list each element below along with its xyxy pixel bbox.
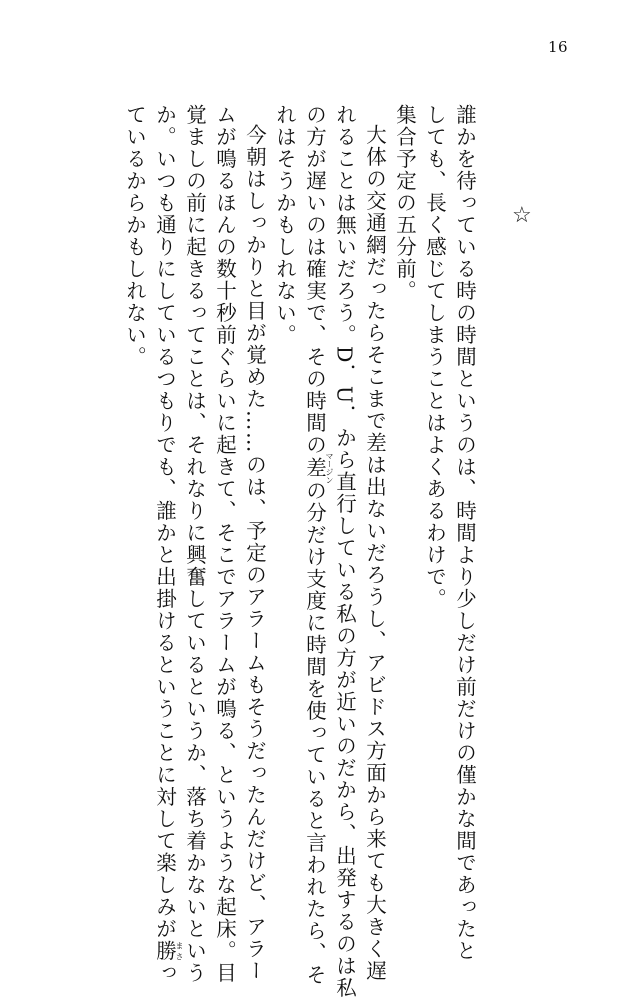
text-column-4: 大体の交通網だったらそこまで差は出ないだろうし、アビドス方面から来ても大きく遅 xyxy=(362,124,387,982)
text-column-10: 覚ましの前に起きるってことは、それなりに興奮しているというか、落ち着かないという xyxy=(182,104,207,984)
text-segment: っ xyxy=(152,962,177,984)
text-column-5: れることは無いだろう。D．U．から直行している私の方が近いのだから、出発するのは私 xyxy=(332,104,357,999)
text-column-2: しても、長く感じてしまうことはよくあるわけで。 xyxy=(422,104,447,610)
text-column-7: れはそうかもしれない。 xyxy=(272,104,297,346)
text-column-11 xyxy=(154,104,184,984)
text-column-1: 誰かを待っている時の時間というのは、時間より少しだけ前だけの僅かな間であったと xyxy=(452,104,477,962)
text-column-9: ムが鳴るほんの数十秒前ぐらいに起きて、そこでアラームが鳴る、というような起床。目 xyxy=(212,104,237,984)
section-star-mark: ☆ xyxy=(512,203,532,228)
text-column-3: 集合予定の五分前。 xyxy=(392,104,417,302)
text-segment: か。いつも通りにしているつもりでも、誰かと出掛けるということに対して楽しみが xyxy=(152,104,177,940)
text-column-8: 今朝はしっかりと目が覚めた……のは、予定のアラームもそうだったんだけど、アラー xyxy=(242,124,267,982)
ruby-masa: 勝まさ xyxy=(152,940,184,962)
page-number: 16 xyxy=(548,38,569,56)
text-segment: の方が遅いのは確実で、その時間の xyxy=(302,104,327,456)
text-column-12: ているからかもしれない。 xyxy=(122,104,147,368)
ruby-margin: 差マージン xyxy=(302,452,334,484)
text-segment: の分だけ支度に時間を使っていると言われたら、そ xyxy=(302,480,327,986)
text-column-6 xyxy=(304,104,334,986)
